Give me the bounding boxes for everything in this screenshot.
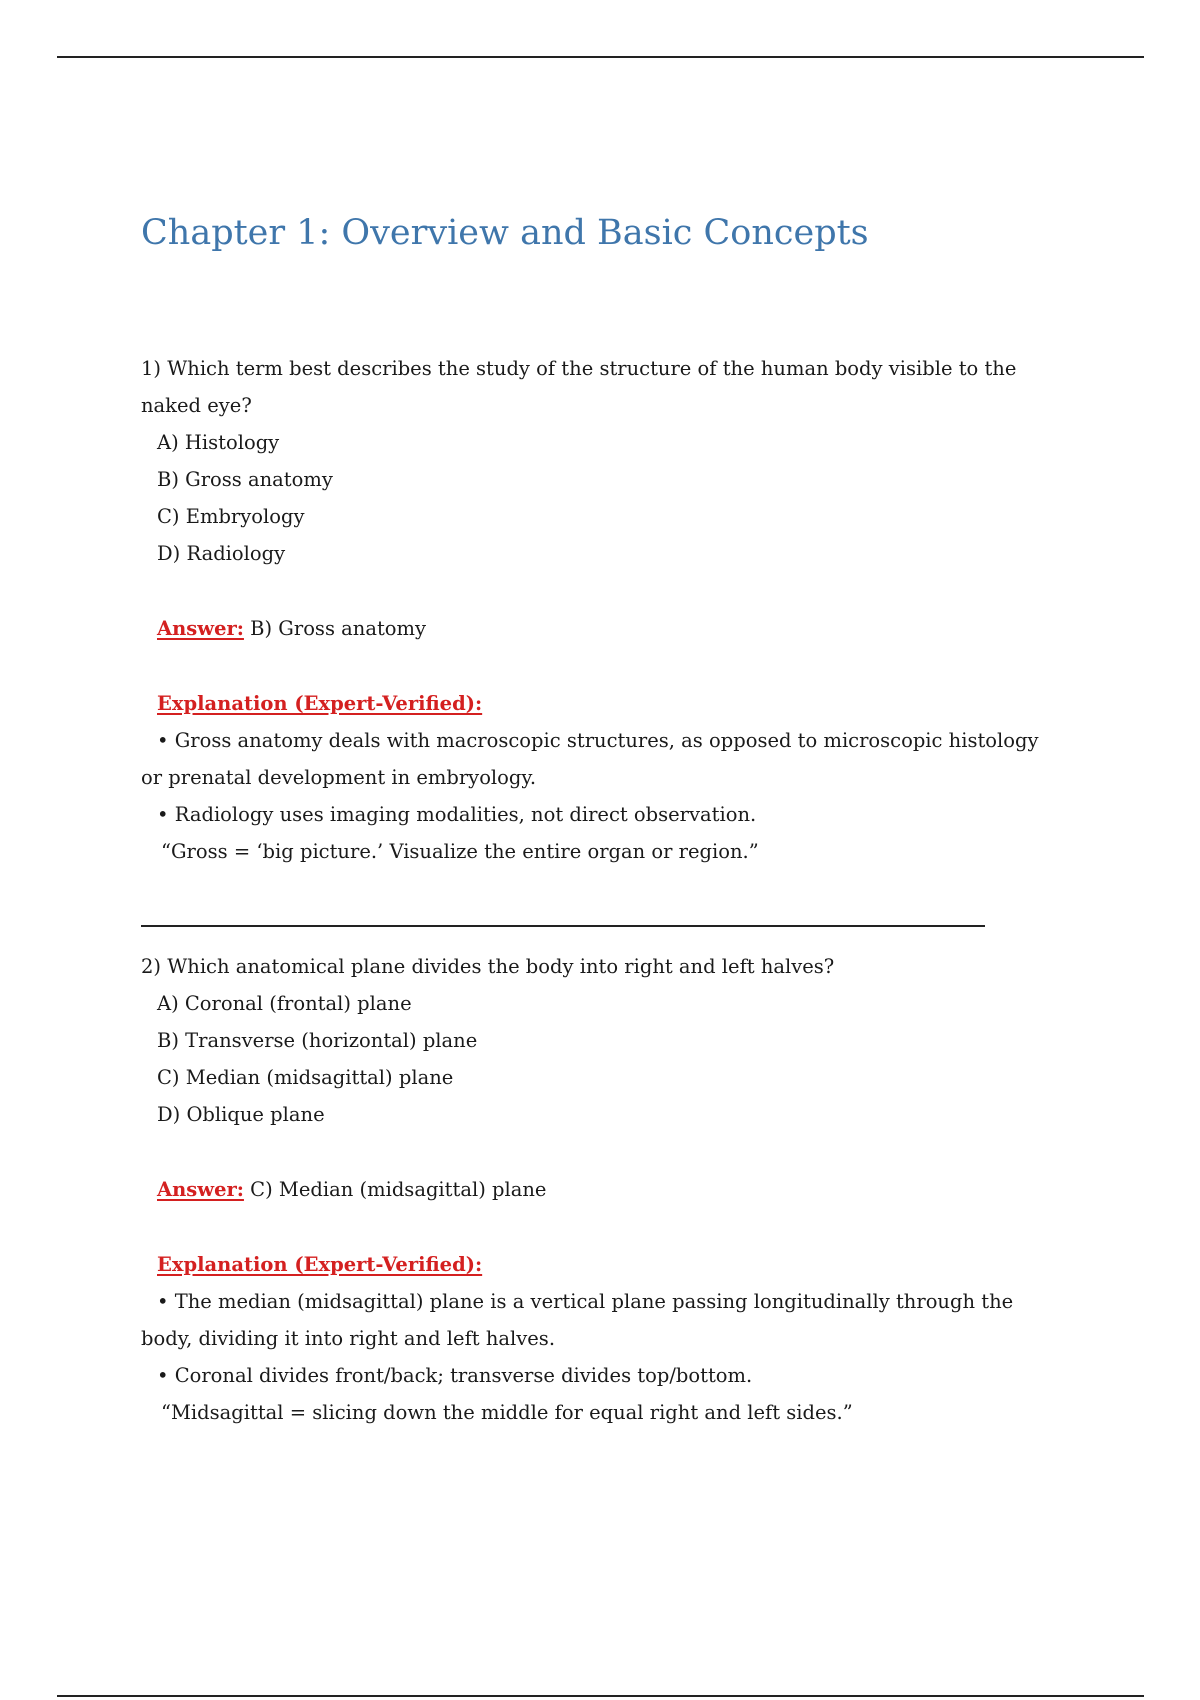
explanation-bullet [141, 722, 1041, 796]
page-bottom-rule [57, 1695, 1144, 1697]
question-prompt: 2) Which anatomical plane divides the body into right and left halves? [141, 955, 835, 978]
answer-line [157, 1171, 1041, 1208]
explanation-bullet-text: • Coronal divides front/back; transverse divides top/bottom. [157, 1364, 753, 1387]
answer-value: B) Gross anatomy [250, 617, 427, 640]
explanation-heading [157, 685, 1041, 722]
question-2 [141, 948, 1041, 1431]
option-a: A) Histology [157, 431, 280, 454]
option-c: C) Embryology [157, 505, 305, 528]
question-prompt: 1) Which term best describes the study of the structure of the human body visible to the naked eye? [141, 357, 1017, 417]
explanation-bullet-text: • Gross anatomy deals with macroscopic structures, as opposed to microscopic histology or prenatal development in embryology. [141, 729, 1039, 789]
options-list [141, 424, 1041, 572]
explanation-heading [157, 1246, 1041, 1283]
option-d: D) Radiology [157, 542, 286, 565]
explanation-bullet-text: • The median (midsagittal) plane is a vertical plane passing longitudinally through the body, dividing it into right and left halves. [141, 1290, 1014, 1350]
mnemonic-quote: “Gross = ‘big picture.’ Visualize the entire organ or region.” [161, 840, 759, 863]
page-top-rule [57, 56, 1144, 58]
options-list [141, 985, 1041, 1133]
answer-line [157, 610, 1041, 647]
question-1 [141, 350, 1041, 870]
option-b: B) Transverse (horizontal) plane [157, 1029, 478, 1052]
option-b: B) Gross anatomy [157, 468, 333, 491]
explanation-bullet [141, 1283, 1041, 1357]
explanation-bullet [141, 796, 1041, 833]
mnemonic-quote: “Midsagittal = slicing down the middle for equal right and left sides.” [161, 1401, 853, 1424]
explanation-label: Explanation (Expert-Verified): [157, 1253, 483, 1276]
answer-label: Answer: [157, 1178, 244, 1201]
option-c: C) Median (midsagittal) plane [157, 1066, 454, 1089]
option-a: A) Coronal (frontal) plane [157, 992, 412, 1015]
chapter-title: Chapter 1: Overview and Basic Concepts [141, 213, 869, 253]
option-d: D) Oblique plane [157, 1103, 325, 1126]
question-separator [141, 925, 985, 927]
explanation-bullet-text: • Radiology uses imaging modalities, not direct observation. [157, 803, 757, 826]
answer-label: Answer: [157, 617, 244, 640]
answer-value: C) Median (midsagittal) plane [250, 1178, 547, 1201]
explanation-label: Explanation (Expert-Verified): [157, 692, 483, 715]
explanation-bullet [141, 1357, 1041, 1394]
